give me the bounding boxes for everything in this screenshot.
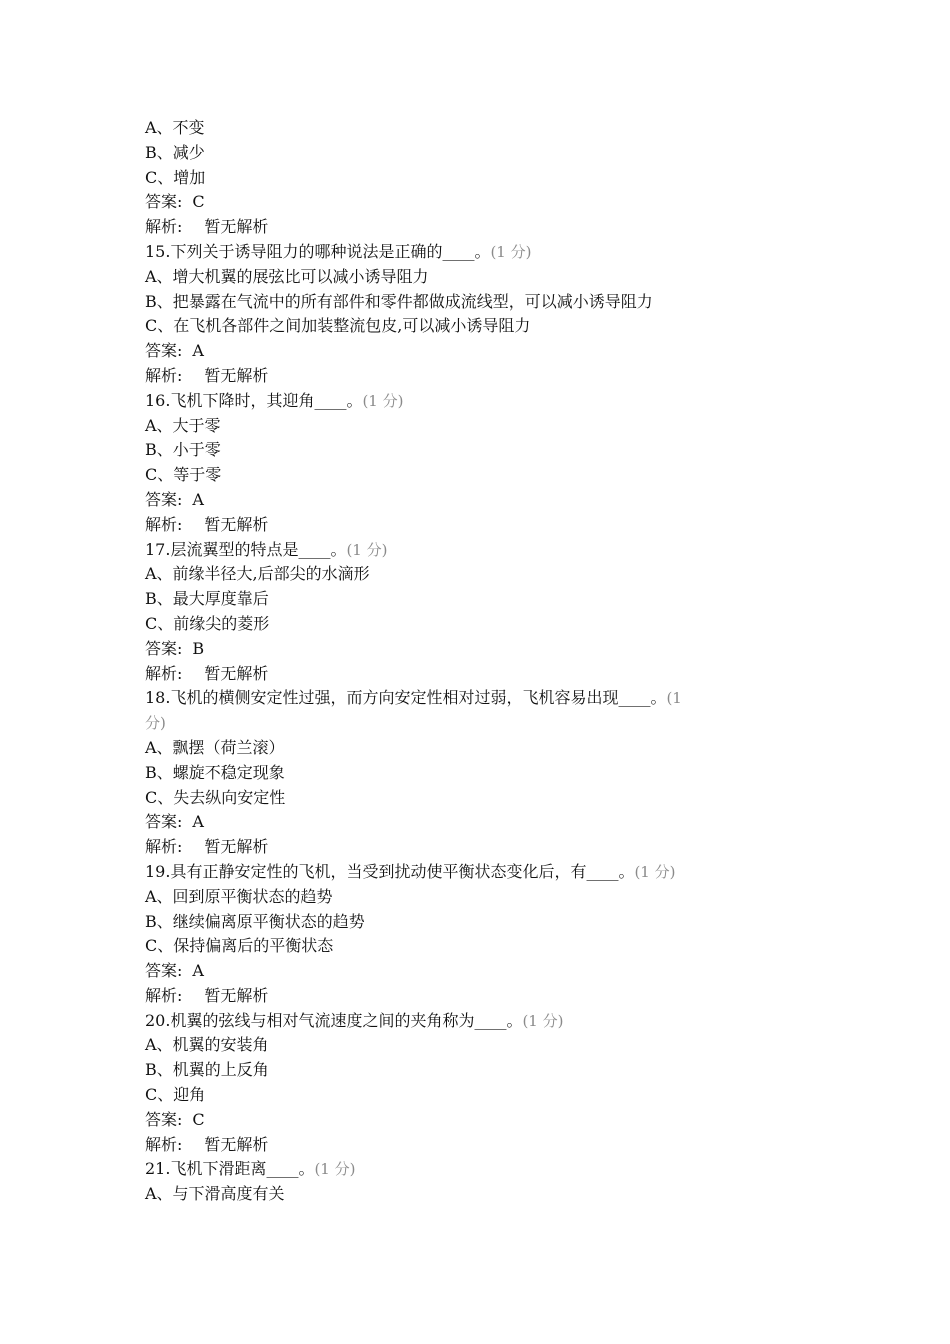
answer-line xyxy=(145,190,845,215)
answer-option: A、飘摆（荷兰滚） xyxy=(145,737,285,757)
question-text: 19.具有正静安定性的飞机，当受到扰动使平衡状态变化后，有____。 xyxy=(145,861,635,881)
question-text: 21.飞机下滑距离____。 xyxy=(145,1159,315,1179)
explanation-value: 暂无解析 xyxy=(204,663,269,683)
explanation-label: 解析: xyxy=(145,217,183,237)
question-line xyxy=(145,860,845,885)
question-text: 18.飞机的横侧安定性过强，而方向安定性相对过弱，飞机容易出现____。 xyxy=(145,688,667,708)
explanation-line xyxy=(145,835,845,860)
answer-label: 答案: xyxy=(145,341,183,361)
question-line xyxy=(145,686,845,711)
explanation-value: 暂无解析 xyxy=(204,217,269,237)
explanation-label: 解析: xyxy=(145,985,183,1005)
answer-line xyxy=(145,637,845,662)
answer-label: 答案: xyxy=(145,489,183,509)
question-score: (1 分) xyxy=(634,862,676,881)
question-score: (1 分) xyxy=(490,242,532,261)
answer-option: B、继续偏离原平衡状态的趋势 xyxy=(145,911,365,931)
question-line xyxy=(145,389,845,414)
explanation-value: 暂无解析 xyxy=(204,837,269,857)
answer-label: 答案: xyxy=(145,638,183,658)
answer-value: A xyxy=(192,341,204,361)
answer-line xyxy=(145,339,845,364)
question-line xyxy=(145,1009,845,1034)
answer-value: A xyxy=(192,961,204,981)
explanation-line xyxy=(145,513,845,538)
explanation-value: 暂无解析 xyxy=(204,514,269,534)
answer-label: 答案: xyxy=(145,1109,183,1129)
answer-option: B、螺旋不稳定现象 xyxy=(145,762,285,782)
question-score: (1 分) xyxy=(314,1160,356,1179)
question-score: (1 分) xyxy=(522,1011,564,1030)
answer-value: C xyxy=(192,1109,205,1129)
answer-option: A、大于零 xyxy=(145,415,221,435)
question-text: 15.下列关于诱导阻力的哪种说法是正确的____。 xyxy=(145,241,491,261)
explanation-line xyxy=(145,662,845,687)
answer-option: B、机翼的上反角 xyxy=(145,1060,269,1080)
answer-option: A、机翼的安装角 xyxy=(145,1035,269,1055)
answer-option: B、把暴露在气流中的所有部件和零件都做成流线型，可以减小诱导阻力 xyxy=(145,291,653,311)
answer-option: B、小于零 xyxy=(145,440,221,460)
answer-value: C xyxy=(192,192,205,212)
answer-option: C、前缘尖的菱形 xyxy=(145,613,270,633)
question-text: 17.层流翼型的特点是____。 xyxy=(145,539,347,559)
answer-option: A、不变 xyxy=(145,118,205,137)
answer-value: A xyxy=(192,812,204,832)
explanation-value: 暂无解析 xyxy=(204,365,269,385)
answer-option: A、与下滑高度有关 xyxy=(145,1184,285,1204)
answer-label: 答案: xyxy=(145,812,183,832)
answer-label: 答案: xyxy=(145,192,183,212)
explanation-value: 暂无解析 xyxy=(204,1134,269,1154)
answer-line xyxy=(145,959,845,984)
question-text: 16.飞机下降时，其迎角____。 xyxy=(145,390,363,410)
question-line xyxy=(145,240,845,265)
explanation-label: 解析: xyxy=(145,365,183,385)
answer-option: A、增大机翼的展弦比可以减小诱导阻力 xyxy=(145,266,429,286)
explanation-line xyxy=(145,984,845,1009)
answer-option: A、回到原平衡状态的趋势 xyxy=(145,886,333,906)
answer-line xyxy=(145,810,845,835)
question-score-continued xyxy=(145,711,845,736)
question-score: (1 分) xyxy=(362,391,404,410)
answer-option: C、等于零 xyxy=(145,465,222,485)
document-page xyxy=(145,116,845,1207)
question-line xyxy=(145,538,845,563)
answer-option: C、失去纵向安定性 xyxy=(145,787,286,807)
answer-option: B、减少 xyxy=(145,142,205,162)
question-text: 20.机翼的弦线与相对气流速度之间的夹角称为____。 xyxy=(145,1010,523,1030)
answer-option: A、前缘半径大,后部尖的水滴形 xyxy=(145,564,370,584)
answer-option: C、在飞机各部件之间加装整流包皮,可以减小诱导阻力 xyxy=(145,316,531,336)
answer-line xyxy=(145,1108,845,1133)
explanation-label: 解析: xyxy=(145,1134,183,1154)
answer-value: A xyxy=(192,489,204,509)
answer-label: 答案: xyxy=(145,961,183,981)
question-score: (1 分) xyxy=(346,540,388,559)
answer-option: B、最大厚度靠后 xyxy=(145,589,269,609)
question-line xyxy=(145,1157,845,1182)
explanation-label: 解析: xyxy=(145,663,183,683)
answer-line xyxy=(145,488,845,513)
answer-value: B xyxy=(192,638,205,658)
explanation-line xyxy=(145,364,845,389)
answer-option: C、增加 xyxy=(145,167,206,187)
question-score: (1 xyxy=(666,689,682,708)
question-score-tail: 分) xyxy=(145,714,166,733)
explanation-value: 暂无解析 xyxy=(204,985,269,1005)
explanation-line xyxy=(145,215,845,240)
answer-option: C、迎角 xyxy=(145,1085,206,1105)
explanation-label: 解析: xyxy=(145,514,183,534)
answer-option: C、保持偏离后的平衡状态 xyxy=(145,936,334,956)
explanation-label: 解析: xyxy=(145,837,183,857)
explanation-line xyxy=(145,1133,845,1158)
